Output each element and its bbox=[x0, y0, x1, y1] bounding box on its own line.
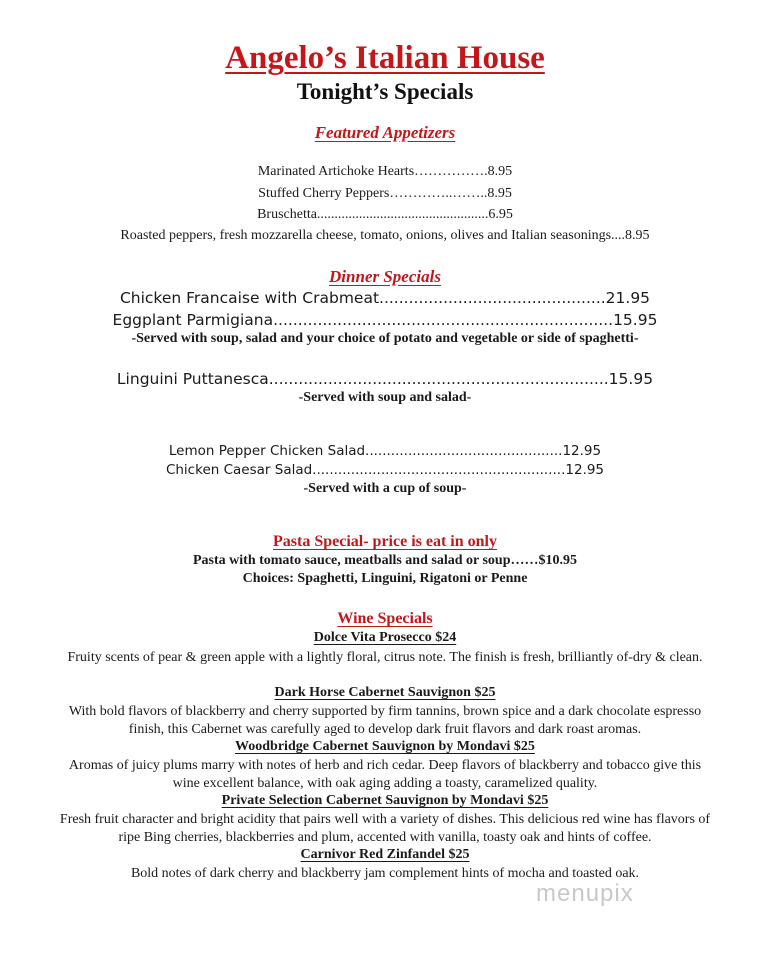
dinner-note: -Served with a cup of soup- bbox=[303, 481, 467, 496]
page-subtitle: Tonight’s Specials bbox=[296, 79, 474, 104]
dinner-heading: Dinner Specials bbox=[329, 267, 441, 286]
appetizer-item: Marinated Artichoke Hearts…………….8.95 bbox=[257, 164, 513, 179]
dinner-item: Chicken Francaise with Crabmeat..............................................21.95 bbox=[119, 289, 651, 307]
restaurant-name: Angelo’s Italian House bbox=[225, 40, 545, 76]
wine-description: With bold flavors of blackberry and cherry supported by firm tannins, brown spice and a dark chocolate espresso finish, this Cabernet was carefully aged to develop dark fruit flavors and dark roast aromas. bbox=[68, 704, 702, 737]
salad-item: Chicken Caesar Salad...........................................................12.95 bbox=[165, 462, 605, 478]
appetizer-item: Roasted peppers, fresh mozzarella cheese, tomato, onions, olives and Italian seasonings....8.95 bbox=[120, 228, 650, 243]
menupix-watermark: menupix bbox=[536, 880, 634, 907]
wine-description: Aromas of juicy plums marry with notes of herb and rich cedar. Deep flavors of blackberry and tobacco give this wine excellent balance, with oak aging adding a toasty, caramelized quality. bbox=[68, 758, 702, 791]
dinner-item: Linguini Puttanesca.....................................................................15.95 bbox=[116, 370, 654, 388]
wine-heading: Wine Specials bbox=[337, 610, 433, 627]
salad-item: Lemon Pepper Chicken Salad..............................................12.95 bbox=[168, 443, 602, 459]
appetizers-heading: Featured Appetizers bbox=[314, 123, 456, 142]
pasta-choices: Choices: Spaghetti, Linguini, Rigatoni or Penne bbox=[242, 571, 528, 586]
wine-name: Woodbridge Cabernet Sauvignon by Mondavi $25 bbox=[235, 739, 535, 754]
wine-name: Private Selection Cabernet Sauvignon by Mondavi $25 bbox=[221, 793, 549, 808]
wine-description: Fresh fruit character and bright acidity that pairs well with a variety of dishes. This delicious red wine has flavors of ripe Bing cherries, blackberries and plum, accented with vanilla, toasty oak and hints of coffee. bbox=[59, 812, 711, 845]
wine-description: Bold notes of dark cherry and blackberry jam complement hints of mocha and toasted oak. bbox=[130, 866, 640, 881]
wine-description: Fruity scents of pear & green apple with a lightly floral, citrus note. The finish is fresh, brilliantly of-dry & clean. bbox=[67, 650, 703, 665]
appetizer-item: Bruschetta.................................................6.95 bbox=[257, 207, 513, 222]
dinner-item: Eggplant Parmigiana.....................................................................15.95 bbox=[112, 311, 658, 329]
wine-name: Carnivor Red Zinfandel $25 bbox=[300, 847, 470, 862]
dinner-note: -Served with soup, salad and your choice of potato and vegetable or side of spaghetti- bbox=[131, 331, 639, 346]
pasta-line: Pasta with tomato sauce, meatballs and salad or soup……$10.95 bbox=[193, 553, 577, 568]
pasta-heading: Pasta Special bbox=[273, 533, 364, 550]
pasta-heading-row bbox=[0, 533, 770, 551]
wine-name: Dolce Vita Prosecco $24 bbox=[313, 630, 457, 645]
wine-name: Dark Horse Cabernet Sauvignon $25 bbox=[274, 685, 496, 700]
appetizer-item: Stuffed Cherry Peppers…………..……..8.95 bbox=[258, 186, 512, 201]
pasta-heading-suffix: - price is eat in only bbox=[363, 533, 497, 550]
dinner-note: -Served with soup and salad- bbox=[298, 390, 472, 405]
